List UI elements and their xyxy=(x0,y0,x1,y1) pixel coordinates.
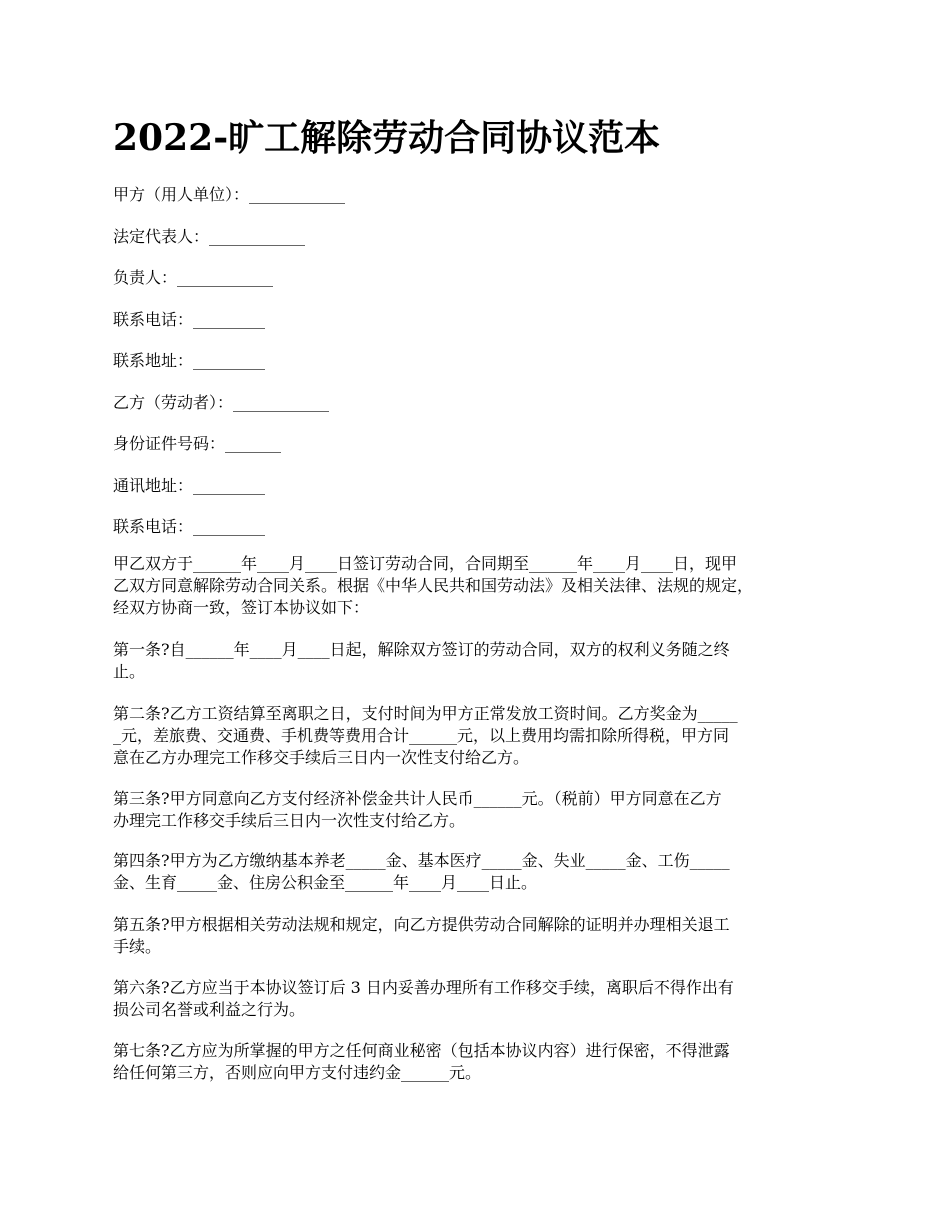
paragraph-line: 甲乙双方于______年____月____日签订劳动合同，合同期至______年____月____日，现甲 xyxy=(113,554,738,573)
paragraph-line: 第七条?乙方应为所掌握的甲方之任何商业秘密（包括本协议内容）进行保密，不得泄露 xyxy=(113,1041,730,1060)
party-b-phone-field: 联系电话：_________ xyxy=(113,517,266,536)
paragraph-line: 第六条?乙方应当于本协议签订后 3 日内妥善办理所有工作移交手续，离职后不得作出有 xyxy=(113,978,734,997)
party-a-phone-field: 联系电话：_________ xyxy=(113,310,266,329)
person-in-charge-field: 负责人：____________ xyxy=(113,268,274,287)
mailing-address-field: 通讯地址：_________ xyxy=(113,476,266,495)
party-b-field: 乙方（劳动者）：____________ xyxy=(113,393,330,412)
party-a-field: 甲方（用人单位）：____________ xyxy=(113,185,346,204)
paragraph-line: 第二条?乙方工资结算至离职之日，支付时间为甲方正常发放工资时间。乙方奖金为_____ xyxy=(113,704,738,723)
article-4-paragraph xyxy=(113,850,851,894)
id-number-field: 身份证件号码：_______ xyxy=(113,434,282,453)
paragraph-line: 损公司名誉或利益之行为。 xyxy=(113,1000,306,1019)
paragraph-line: 意在乙方办理完工作移交手续后三日内一次性支付给乙方。 xyxy=(113,748,530,767)
paragraph-line: 止。 xyxy=(113,662,146,681)
article-2-paragraph xyxy=(113,703,851,769)
paragraph-line: 第一条?自______年____月____日起，解除双方签订的劳动合同，双方的权利义务随之终 xyxy=(113,640,730,659)
article-1-paragraph xyxy=(113,639,851,683)
intro-paragraph xyxy=(113,553,851,619)
paragraph-line: 办理完工作移交手续后三日内一次性支付给乙方。 xyxy=(113,811,466,830)
article-6-paragraph xyxy=(113,977,851,1021)
article-3-paragraph xyxy=(113,788,851,832)
paragraph-line: 手续。 xyxy=(113,937,162,956)
paragraph-line: 乙双方同意解除劳动合同关系。根据《中华人民共和国劳动法》及相关法律、法规的规定， xyxy=(113,576,754,595)
document-title: 2022-旷工解除劳动合同协议范本 xyxy=(113,117,661,159)
party-a-address-field: 联系地址：_________ xyxy=(113,351,266,370)
paragraph-line: 第三条?甲方同意向乙方支付经济补偿金共计人民币______元。（税前）甲方同意在乙方 xyxy=(113,789,722,808)
paragraph-line: 第四条?甲方为乙方缴纳基本养老_____金、基本医疗_____金、失业_____金、工伤_____ xyxy=(113,851,730,870)
article-7-paragraph xyxy=(113,1040,851,1084)
paragraph-line: 第五条?甲方根据相关劳动法规和规定，向乙方提供劳动合同解除的证明并办理相关退工 xyxy=(113,915,730,934)
paragraph-line: 给任何第三方，否则应向甲方支付违约金______元。 xyxy=(113,1063,482,1082)
paragraph-line: 经双方协商一致，签订本协议如下： xyxy=(113,598,370,617)
article-5-paragraph xyxy=(113,914,851,958)
paragraph-line: _元，差旅费、交通费、手机费等费用合计______元，以上费用均需扣除所得税，甲方同 xyxy=(113,726,730,745)
legal-representative-field: 法定代表人：____________ xyxy=(113,227,306,246)
paragraph-line: 金、生育_____金、住房公积金至______年____月____日止。 xyxy=(113,873,538,892)
